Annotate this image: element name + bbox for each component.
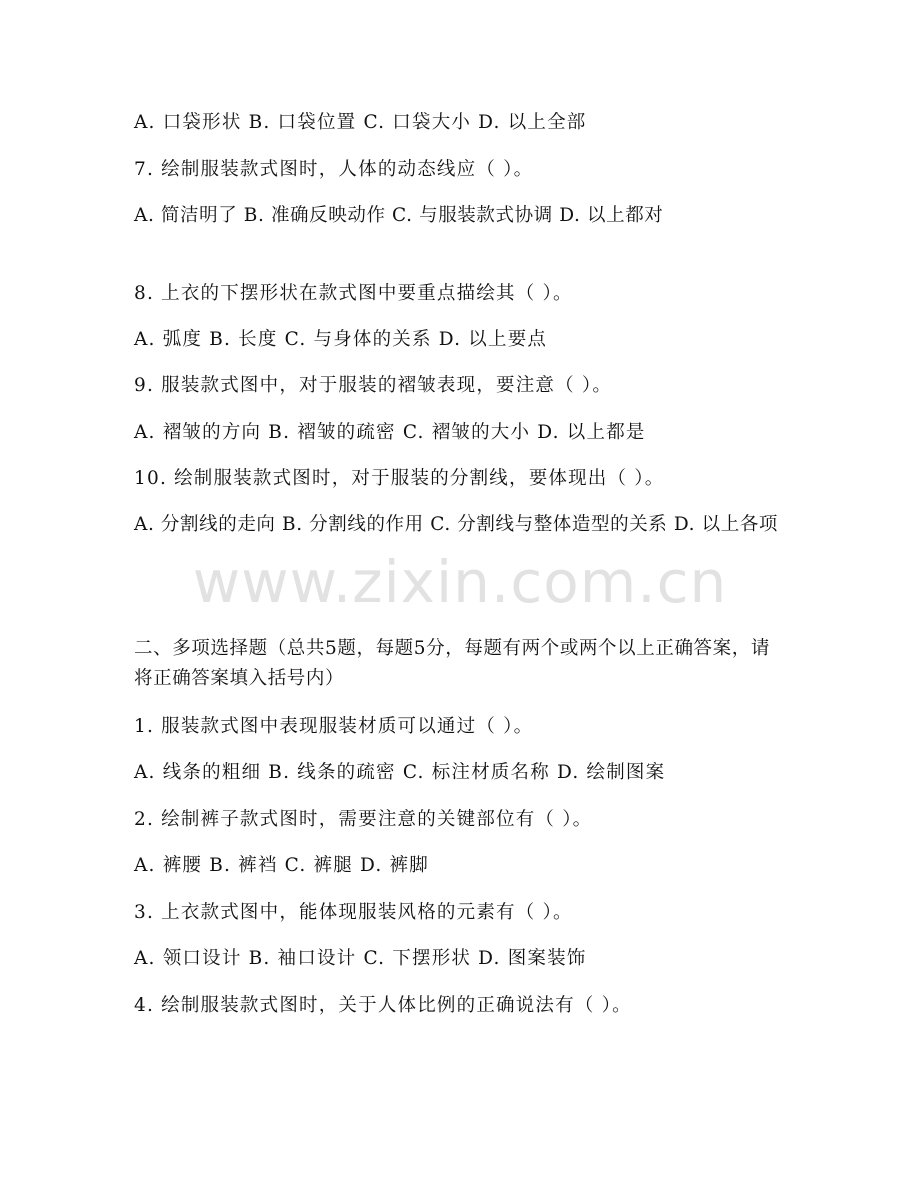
- q10-question: 10. 绘制服装款式图时，对于服装的分割线，要体现出（ ）。: [134, 468, 665, 489]
- q10-options: A. 分割线的走向 B. 分割线的作用 C. 分割线与整体造型的关系 D. 以上各项: [134, 514, 779, 535]
- q6-options: A. 口袋形状 B. 口袋位置 C. 口袋大小 D. 以上全部: [134, 112, 587, 133]
- q9-options: A. 褶皱的方向 B. 褶皱的疏密 C. 褶皱的大小 D. 以上都是: [134, 422, 646, 443]
- section-heading: 二、多项选择题（总共5题，每题5分，每题有两个或两个以上正确答案，请将正确答案填入括号内）: [134, 638, 770, 689]
- q7-options: A. 简洁明了 B. 准确反映动作 C. 与服装款式协调 D. 以上都对: [134, 205, 664, 226]
- q7-question: 7. 绘制服装款式图时，人体的动态线应（ ）。: [134, 159, 534, 180]
- q8-options: A. 弧度 B. 长度 C. 与身体的关系 D. 以上要点: [134, 329, 548, 350]
- m2-options: A. 裤腰 B. 裤裆 C. 裤腿 D. 裤脚: [134, 855, 429, 876]
- q8-question: 8. 上衣的下摆形状在款式图中要重点描绘其（ ）。: [134, 283, 573, 304]
- m1-options: A. 线条的粗细 B. 线条的疏密 C. 标注材质名称 D. 绘制图案: [134, 762, 666, 783]
- m2-question: 2. 绘制裤子款式图时，需要注意的关键部位有（ ）。: [134, 809, 593, 830]
- q9-question: 9. 服装款式图中，对于服装的褶皱表现，要注意（ ）。: [134, 375, 613, 396]
- m4-question: 4. 绘制服装款式图时，关于人体比例的正确说法有（ ）。: [134, 995, 632, 1016]
- m3-options: A. 领口设计 B. 袖口设计 C. 下摆形状 D. 图案装饰: [134, 948, 587, 969]
- watermark-text: www.zixin.com.cn: [192, 548, 728, 616]
- m3-question: 3. 上衣款式图中，能体现服装风格的元素有（ ）。: [134, 902, 573, 923]
- m1-question: 1. 服装款式图中表现服装材质可以通过（ ）。: [134, 716, 534, 737]
